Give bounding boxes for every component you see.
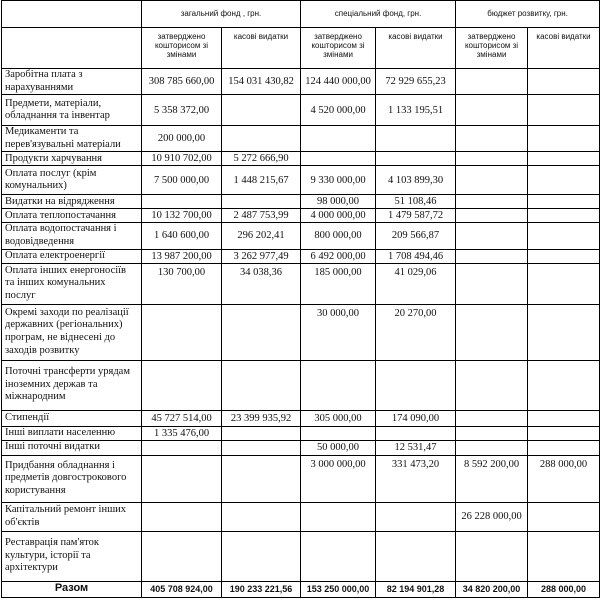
row-value: 185 000,00: [301, 263, 376, 304]
row-value: [528, 426, 600, 440]
row-label: Інші виплати населенню: [2, 426, 142, 440]
row-value: [222, 95, 301, 126]
row-label: Заробітна плата з нарахуваннями: [2, 69, 142, 95]
header-sub-cash: касові видатки: [376, 28, 456, 69]
row-value: [142, 360, 222, 410]
row-value: [142, 304, 222, 360]
row-value: 2 487 753,99: [222, 209, 301, 223]
row-value: [456, 360, 528, 410]
row-value: [142, 440, 222, 455]
row-value: 308 785 660,00: [142, 69, 222, 95]
row-value: [528, 263, 600, 304]
table-row: [2, 410, 600, 426]
header-sub-approved: затверджено кошторисом зі змінами: [142, 28, 222, 69]
row-value: 200 000,00: [142, 126, 222, 152]
table-body: [2, 69, 600, 582]
row-value: [222, 440, 301, 455]
row-value: [222, 502, 301, 531]
row-value: 331 473,20: [376, 455, 456, 502]
row-value: 296 202,41: [222, 223, 301, 249]
header-corner: [2, 1, 142, 28]
total-value: 190 233 221,56: [222, 581, 301, 597]
table-row: [2, 502, 600, 531]
row-value: [222, 126, 301, 152]
row-label: Оплата інших енергоносіїв та інших комунальних послуг: [2, 263, 142, 304]
row-value: 4 000 000,00: [301, 209, 376, 223]
row-value: [528, 195, 600, 209]
row-value: [222, 195, 301, 209]
row-value: 130 700,00: [142, 263, 222, 304]
row-label: Медикаменти та перев'язувальні матеріали: [2, 126, 142, 152]
row-value: [456, 69, 528, 95]
row-value: [456, 304, 528, 360]
total-value: 405 708 924,00: [142, 581, 222, 597]
row-value: 8 592 200,00: [456, 455, 528, 502]
row-value: 209 566,87: [376, 223, 456, 249]
row-value: 20 270,00: [376, 304, 456, 360]
row-value: [376, 360, 456, 410]
row-label: Інші поточні видатки: [2, 440, 142, 455]
row-value: [528, 360, 600, 410]
header-development-budget: бюджет розвитку, грн.: [456, 1, 600, 28]
row-value: [456, 95, 528, 126]
row-value: [301, 360, 376, 410]
table-row: [2, 263, 600, 304]
row-value: 7 500 000,00: [142, 166, 222, 195]
row-value: 1 479 587,72: [376, 209, 456, 223]
row-value: [142, 195, 222, 209]
row-value: 1 335 476,00: [142, 426, 222, 440]
row-value: 10 132 700,00: [142, 209, 222, 223]
row-value: 174 090,00: [376, 410, 456, 426]
row-value: 1 640 600,00: [142, 223, 222, 249]
row-value: 45 727 514,00: [142, 410, 222, 426]
table-row: [2, 455, 600, 502]
row-value: [456, 531, 528, 581]
row-value: [528, 126, 600, 152]
header-sub-approved: затверджено кошторисом зі змінами: [456, 28, 528, 69]
row-value: 10 910 702,00: [142, 152, 222, 166]
row-value: 98 000,00: [301, 195, 376, 209]
total-row: [2, 581, 600, 597]
row-value: [456, 152, 528, 166]
row-value: 5 272 666,90: [222, 152, 301, 166]
table-row: [2, 426, 600, 440]
row-value: [456, 195, 528, 209]
row-label: Оплата послуг (крім комунальних): [2, 166, 142, 195]
row-value: [456, 166, 528, 195]
row-value: [376, 126, 456, 152]
table-row: [2, 440, 600, 455]
table-row: [2, 304, 600, 360]
row-value: 30 000,00: [301, 304, 376, 360]
row-value: [142, 502, 222, 531]
row-value: 1 708 494,46: [376, 249, 456, 263]
row-value: 9 330 000,00: [301, 166, 376, 195]
row-value: 26 228 000,00: [456, 502, 528, 531]
row-label: Реставрація пам'яток культури, історії та архітектури: [2, 531, 142, 581]
row-value: [456, 126, 528, 152]
row-value: 72 929 655,23: [376, 69, 456, 95]
row-label: Стипендії: [2, 410, 142, 426]
row-value: [528, 304, 600, 360]
table-row: [2, 69, 600, 95]
row-value: [222, 426, 301, 440]
row-value: 50 000,00: [301, 440, 376, 455]
table-row: [2, 126, 600, 152]
row-value: 51 108,46: [376, 195, 456, 209]
table-row: [2, 95, 600, 126]
row-value: [528, 531, 600, 581]
row-value: [301, 502, 376, 531]
row-value: [301, 126, 376, 152]
total-value: 153 250 000,00: [301, 581, 376, 597]
row-value: [376, 502, 456, 531]
table-row: [2, 152, 600, 166]
table-row: [2, 209, 600, 223]
row-label: Оплата електроенергії: [2, 249, 142, 263]
row-value: 3 262 977,49: [222, 249, 301, 263]
row-value: 1 133 195,51: [376, 95, 456, 126]
row-value: [456, 209, 528, 223]
row-value: [528, 249, 600, 263]
row-value: [528, 440, 600, 455]
row-label: Оплата водопостачання і водовідведення: [2, 223, 142, 249]
header-sub-corner: [2, 28, 142, 69]
row-value: [528, 69, 600, 95]
row-label: Придбання обладнання і предметів довгострокового користування: [2, 455, 142, 502]
table-row: [2, 360, 600, 410]
table-row: [2, 249, 600, 263]
row-value: 124 440 000,00: [301, 69, 376, 95]
row-value: [528, 223, 600, 249]
table-row: [2, 166, 600, 195]
row-value: 41 029,06: [376, 263, 456, 304]
row-label: Видатки на відрядження: [2, 195, 142, 209]
table-row: [2, 223, 600, 249]
row-value: [528, 410, 600, 426]
row-label: Продукти харчування: [2, 152, 142, 166]
total-value: 82 194 901,28: [376, 581, 456, 597]
row-value: 800 000,00: [301, 223, 376, 249]
row-value: [456, 223, 528, 249]
row-value: [301, 426, 376, 440]
row-value: [222, 304, 301, 360]
row-label: Окремі заходи по реалізації державних (регіональних) програм, не віднесені до заходів розвитку: [2, 304, 142, 360]
row-value: 4 103 899,30: [376, 166, 456, 195]
row-value: 34 038,36: [222, 263, 301, 304]
row-value: [456, 263, 528, 304]
header-group-row: [2, 1, 600, 28]
row-value: [456, 249, 528, 263]
row-label: Оплата теплопостачання: [2, 209, 142, 223]
row-value: [456, 426, 528, 440]
row-value: 12 531,47: [376, 440, 456, 455]
row-value: 4 520 000,00: [301, 95, 376, 126]
row-value: [222, 360, 301, 410]
row-value: 154 031 430,82: [222, 69, 301, 95]
row-value: 3 000 000,00: [301, 455, 376, 502]
row-label: Капітальний ремонт інших об'єктів: [2, 502, 142, 531]
row-value: [301, 531, 376, 581]
row-value: 1 448 215,67: [222, 166, 301, 195]
total-value: 288 000,00: [528, 581, 600, 597]
row-value: [528, 502, 600, 531]
row-value: [142, 531, 222, 581]
row-value: [456, 440, 528, 455]
table-row: [2, 195, 600, 209]
row-label: Поточні трансферти урядам іноземних держав та міжнародним: [2, 360, 142, 410]
row-value: [528, 95, 600, 126]
row-value: [376, 152, 456, 166]
row-value: 5 358 372,00: [142, 95, 222, 126]
row-value: 13 987 200,00: [142, 249, 222, 263]
row-value: 6 492 000,00: [301, 249, 376, 263]
row-value: [528, 209, 600, 223]
table-row: [2, 531, 600, 581]
header-sub-cash: касові видатки: [222, 28, 301, 69]
row-value: [376, 426, 456, 440]
header-special-fund: спеціальний фонд, грн.: [301, 1, 456, 28]
row-label: Предмети, матеріали, обладнання та інвентар: [2, 95, 142, 126]
row-value: [528, 166, 600, 195]
row-value: [222, 455, 301, 502]
row-value: 23 399 935,92: [222, 410, 301, 426]
row-value: [376, 531, 456, 581]
header-sub-cash: касові видатки: [528, 28, 600, 69]
total-label: Разом: [2, 581, 142, 597]
row-value: [222, 531, 301, 581]
budget-table: [1, 0, 600, 598]
total-value: 34 820 200,00: [456, 581, 528, 597]
header-sub-row: [2, 28, 600, 69]
row-value: 305 000,00: [301, 410, 376, 426]
header-general-fund: загальний фонд , грн.: [142, 1, 301, 28]
row-value: [142, 455, 222, 502]
header-sub-approved: затверджено кошторисом зі змінами: [301, 28, 376, 69]
row-value: [301, 152, 376, 166]
row-value: [528, 152, 600, 166]
row-value: [456, 410, 528, 426]
row-value: 288 000,00: [528, 455, 600, 502]
